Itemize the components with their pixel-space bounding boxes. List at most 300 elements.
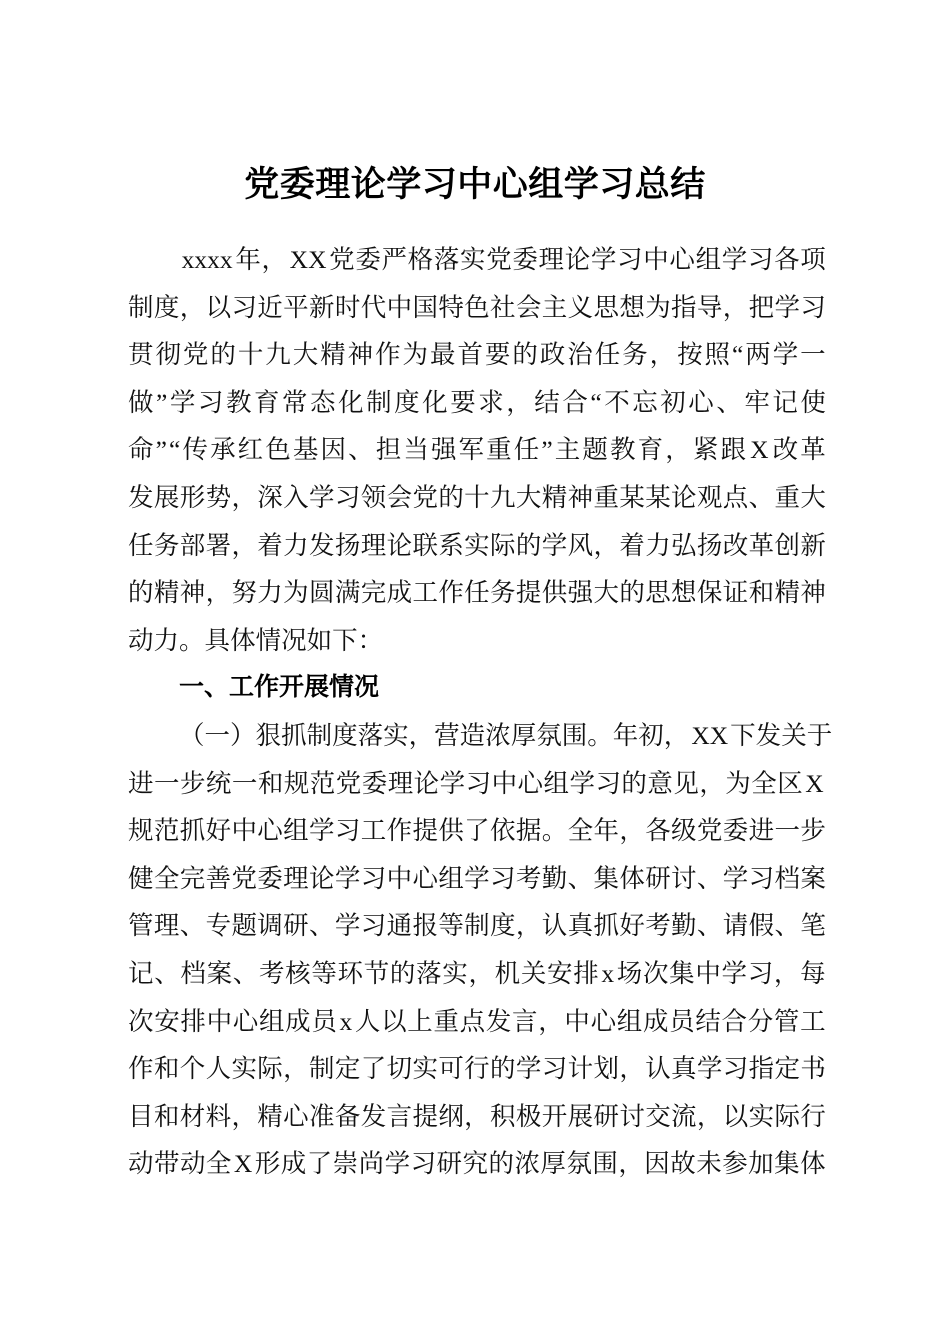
text-glyph: 务	[153, 530, 180, 560]
text-glyph: 大	[515, 482, 542, 512]
text-glyph: 制	[464, 911, 490, 941]
text-glyph: 加	[748, 1149, 774, 1179]
text-glyph: 行	[464, 1054, 490, 1084]
text-glyph: 中	[386, 863, 413, 893]
text-glyph: 学	[721, 245, 748, 274]
text-glyph: 一	[231, 768, 258, 798]
text-glyph: 义	[567, 292, 594, 322]
text-glyph: 以	[205, 292, 232, 322]
text-glyph: 实	[383, 720, 409, 750]
text-glyph: 作	[438, 578, 464, 608]
text-glyph: 一	[153, 768, 180, 798]
text-glyph: 使	[800, 387, 826, 417]
text-glyph: ，	[506, 387, 532, 417]
text-glyph: 形	[254, 1149, 281, 1179]
text-glyph: 委	[722, 816, 749, 846]
text-glyph: 改	[772, 435, 799, 465]
text-glyph: 红	[237, 435, 264, 465]
text-glyph: 领	[360, 482, 387, 512]
text-glyph: 发	[755, 720, 782, 750]
text-glyph: 提	[515, 578, 542, 608]
text-glyph: 着	[619, 530, 645, 560]
text-glyph: ，	[618, 1149, 644, 1179]
text-glyph: 人	[354, 1006, 381, 1036]
text-glyph: 据	[515, 816, 542, 846]
text-glyph: 思	[593, 292, 619, 322]
text-glyph: ，	[261, 245, 287, 274]
text-glyph: 集	[774, 1149, 800, 1179]
text-glyph: 。	[179, 625, 205, 655]
text-glyph: 着	[257, 530, 283, 560]
text-glyph: 的	[490, 1054, 516, 1084]
text-glyph: 极	[515, 1101, 542, 1131]
text-glyph: 题	[231, 911, 257, 941]
text-glyph: 强	[567, 578, 594, 608]
text-glyph: 牢	[744, 387, 770, 417]
text-glyph: 想	[619, 292, 645, 322]
text-glyph: 档	[774, 863, 800, 893]
text-glyph: 提	[412, 816, 438, 846]
text-glyph: 担	[375, 435, 402, 465]
text-glyph: 力	[283, 530, 309, 560]
text-glyph: 扬	[696, 530, 723, 560]
text-glyph: 点	[722, 482, 749, 512]
text-glyph: 委	[355, 245, 381, 274]
text-glyph: 各	[645, 816, 671, 846]
text-glyph: 指	[671, 292, 697, 322]
text-glyph: 理	[360, 530, 387, 560]
text-glyph: 等	[311, 958, 337, 988]
text-glyph: 通	[386, 911, 413, 941]
text-glyph: 了	[464, 816, 490, 846]
text-glyph: 不	[604, 387, 630, 417]
text-glyph: 精	[153, 578, 180, 608]
text-glyph: 理	[538, 245, 565, 274]
text-glyph: 学	[541, 530, 568, 560]
text-glyph: 学	[169, 387, 196, 417]
text-glyph: 满	[334, 578, 361, 608]
text-glyph: 党	[486, 245, 512, 274]
text-glyph: 学	[384, 1149, 411, 1179]
text-glyph: 大	[292, 340, 319, 370]
text-glyph: 定	[334, 1054, 361, 1084]
text-glyph: 学	[334, 863, 361, 893]
text-glyph: 目	[128, 1101, 154, 1131]
text-glyph: 的	[619, 578, 645, 608]
text-glyph: 级	[671, 816, 697, 846]
text-glyph: 流	[671, 1101, 697, 1131]
text-glyph: 展	[153, 482, 180, 512]
text-glyph: 真	[671, 1054, 697, 1084]
text-glyph: 学	[772, 340, 799, 370]
text-glyph: 形	[179, 482, 206, 512]
text-glyph: 强	[430, 435, 457, 465]
text-glyph: 厚	[510, 720, 537, 750]
text-glyph: 报	[412, 911, 438, 941]
text-glyph: 研	[593, 1101, 619, 1131]
text-glyph: ，	[468, 958, 494, 988]
text-glyph: 军	[458, 435, 485, 465]
text-glyph: ，	[283, 1054, 309, 1084]
text-glyph: 深	[257, 482, 283, 512]
text-glyph: 指	[748, 1054, 775, 1084]
text-glyph: 入	[283, 482, 309, 512]
text-glyph: 首	[457, 340, 483, 370]
text-glyph: 讨	[671, 863, 697, 893]
text-glyph: 请	[722, 911, 749, 941]
text-glyph: 党	[335, 768, 362, 798]
text-glyph: 了	[306, 1149, 333, 1179]
text-glyph: 体	[230, 625, 256, 655]
text-glyph: 具	[204, 625, 231, 655]
text-glyph: 体	[800, 1149, 826, 1179]
text-glyph: 习	[490, 863, 516, 893]
text-glyph: 论	[671, 482, 697, 512]
text-glyph: 的	[389, 958, 416, 988]
text-glyph: 成	[280, 1149, 307, 1179]
text-glyph: 精	[541, 482, 568, 512]
text-glyph: 因	[644, 1149, 670, 1179]
text-glyph: 节	[363, 958, 390, 988]
text-glyph: “	[590, 387, 602, 417]
text-glyph: 组	[543, 768, 570, 798]
text-glyph: 革	[748, 530, 775, 560]
text-glyph: 思	[645, 578, 671, 608]
paragraph-sub-1	[128, 712, 833, 1236]
text-glyph: 员	[311, 1006, 337, 1036]
text-glyph: 尚	[358, 1149, 385, 1179]
text-glyph: 落	[357, 720, 384, 750]
text-glyph: ，	[773, 958, 800, 988]
text-glyph: 实	[748, 1101, 775, 1131]
text-glyph: 论	[413, 768, 440, 798]
text-glyph: 新	[309, 292, 335, 322]
text-glyph: 的	[438, 482, 464, 512]
text-glyph: 工	[800, 1006, 826, 1036]
text-glyph: 书	[800, 1054, 826, 1084]
text-glyph: 九	[265, 340, 291, 370]
text-glyph: 项	[800, 245, 826, 274]
text-glyph: 贯	[128, 340, 154, 370]
text-glyph: 度	[394, 387, 420, 417]
text-glyph: ，	[231, 482, 257, 512]
text-glyph: 案	[800, 863, 826, 893]
text-glyph: 题	[582, 435, 608, 465]
text-line	[128, 807, 826, 855]
text-glyph: 成	[285, 1006, 311, 1036]
text-glyph: 划	[593, 1054, 619, 1084]
text-glyph: 精	[257, 1101, 283, 1131]
text-glyph: ，	[663, 720, 690, 750]
text-glyph: 新	[800, 530, 826, 560]
text-glyph: 认	[541, 911, 568, 941]
text-glyph: 记	[772, 387, 798, 417]
text-glyph: 下	[332, 625, 358, 655]
text-glyph: 主	[554, 435, 581, 465]
text-glyph: 发	[485, 1006, 512, 1036]
text-glyph: 关	[520, 958, 547, 988]
text-glyph: 行	[800, 1101, 826, 1131]
text-glyph: 党	[696, 816, 723, 846]
text-glyph: 委	[257, 863, 283, 893]
text-glyph: 的	[488, 1149, 514, 1179]
text-glyph: ，	[231, 530, 257, 560]
text-glyph: 化	[338, 387, 364, 417]
text-glyph: 重	[486, 435, 512, 465]
text-glyph: 要	[450, 387, 476, 417]
text-glyph: 纲	[438, 1101, 464, 1131]
text-glyph: 际	[257, 1054, 283, 1084]
text-glyph: 务	[490, 578, 516, 608]
text-glyph: 实	[412, 1054, 438, 1084]
text-glyph: 特	[438, 292, 464, 322]
text-glyph: 习	[465, 768, 492, 798]
text-glyph: 学	[334, 911, 361, 941]
text-glyph: ，	[515, 911, 542, 941]
text-run-latin: X	[233, 1149, 253, 1179]
text-glyph: 记	[128, 958, 154, 988]
text-glyph: 工	[412, 578, 438, 608]
text-glyph: 究	[462, 1149, 489, 1179]
text-glyph: 范	[153, 816, 180, 846]
text-glyph: 善	[205, 863, 232, 893]
text-glyph: “	[169, 435, 181, 465]
text-glyph: 次	[128, 1006, 154, 1036]
text-glyph: 组	[695, 245, 722, 274]
text-glyph: ，	[619, 1054, 645, 1084]
text-glyph: 心	[257, 816, 283, 846]
text-glyph: 习	[197, 387, 224, 417]
text-glyph: 学	[722, 863, 749, 893]
text-glyph: 制	[309, 1054, 335, 1084]
text-glyph: 风	[567, 530, 594, 560]
text-glyph: 提	[412, 1101, 438, 1131]
document-body	[128, 236, 833, 1235]
text-glyph: 务	[622, 340, 648, 370]
text-glyph: 计	[567, 1054, 594, 1084]
text-line	[128, 236, 826, 284]
text-glyph: 党	[329, 245, 355, 274]
text-glyph: 管	[128, 911, 154, 941]
text-glyph: 积	[490, 1101, 516, 1131]
text-run-latin: X	[750, 435, 769, 465]
text-line	[128, 284, 826, 332]
text-line	[128, 1045, 826, 1093]
text-glyph: 制	[128, 292, 154, 322]
text-glyph: 神	[800, 578, 826, 608]
text-glyph: 势	[205, 482, 232, 512]
text-glyph: 度	[153, 292, 180, 322]
text-line	[128, 712, 833, 760]
text-glyph: 如	[306, 625, 333, 655]
text-glyph: 常	[282, 387, 308, 417]
text-glyph: 展	[567, 1101, 594, 1131]
text-glyph: 心	[232, 1006, 259, 1036]
text-line	[128, 522, 826, 570]
text-glyph: 讨	[619, 1101, 645, 1131]
text-glyph: 中	[695, 958, 721, 988]
text-glyph: 创	[774, 530, 800, 560]
text-glyph: 笔	[800, 911, 826, 941]
text-glyph: 保	[696, 578, 723, 608]
text-glyph: 好	[205, 816, 232, 846]
text-line	[128, 902, 826, 950]
text-glyph: 和	[153, 1101, 180, 1131]
text-glyph: 定	[774, 1054, 800, 1084]
text-glyph: 九	[490, 482, 516, 512]
text-glyph: 力	[257, 578, 283, 608]
text-glyph: 平	[283, 292, 309, 322]
text-glyph: 的	[128, 578, 154, 608]
text-glyph: 切	[386, 1054, 413, 1084]
text-glyph: 心	[590, 1006, 617, 1036]
text-glyph: 论	[309, 863, 335, 893]
text-glyph: 心	[412, 863, 438, 893]
text-glyph: 带	[153, 1149, 180, 1179]
text-glyph: 当	[403, 435, 429, 465]
text-glyph: 核	[285, 958, 311, 988]
text-glyph: ，	[231, 1101, 257, 1131]
text-glyph: 造	[459, 720, 486, 750]
text-glyph: 教	[610, 435, 636, 465]
text-glyph: 勤	[541, 863, 568, 893]
text-glyph: 营	[434, 720, 460, 750]
text-glyph: 浓	[514, 1149, 540, 1179]
text-glyph: 要	[484, 340, 511, 370]
page-title: 党委理论学习中心组学习总结	[244, 165, 706, 205]
text-glyph: 动	[128, 625, 154, 655]
text-glyph: 情	[255, 625, 282, 655]
text-glyph: 。	[541, 816, 568, 846]
text-glyph: 工	[360, 816, 387, 846]
text-glyph: 真	[567, 911, 594, 941]
text-line	[128, 617, 826, 665]
text-glyph: 于	[806, 720, 833, 750]
text-glyph: 照	[704, 340, 731, 370]
text-glyph: 合	[562, 387, 588, 417]
text-glyph: 组	[616, 1006, 643, 1036]
text-glyph: 教	[225, 387, 252, 417]
text-glyph: 治	[567, 340, 593, 370]
text-glyph: 理	[387, 768, 414, 798]
text-glyph: 命	[128, 435, 154, 465]
text-glyph: 习	[410, 1149, 437, 1179]
text-glyph: 。	[587, 720, 613, 750]
text-glyph: 材	[179, 1101, 206, 1131]
text-glyph: 实	[464, 530, 490, 560]
text-glyph: 习	[595, 768, 621, 798]
text-glyph: 员	[669, 1006, 695, 1036]
text-glyph: 、	[696, 911, 723, 941]
text-line	[128, 474, 826, 522]
text-glyph: 实	[231, 1054, 257, 1084]
text-glyph: 排	[180, 1006, 206, 1036]
text-glyph: 革	[800, 435, 826, 465]
text-glyph: 依	[490, 816, 516, 846]
text-glyph: 初	[638, 720, 664, 750]
text-glyph: 和	[257, 768, 284, 798]
text-glyph: ，	[696, 1101, 723, 1131]
text-glyph: 步	[179, 768, 206, 798]
text-glyph: 习	[334, 482, 361, 512]
text-glyph: 论	[386, 530, 413, 560]
text-glyph: ，	[722, 292, 749, 322]
text-line	[128, 1093, 826, 1141]
text-glyph: 抓	[281, 720, 307, 750]
text-glyph: 把	[748, 292, 775, 322]
text-glyph: 系	[438, 530, 464, 560]
text-glyph: 开	[541, 1101, 568, 1131]
text-glyph: 点	[459, 1006, 486, 1036]
text-glyph: 为	[645, 292, 671, 322]
text-glyph: 准	[309, 1101, 335, 1131]
text-glyph: 集	[669, 958, 695, 988]
text-glyph: 年	[612, 720, 639, 750]
text-glyph: 、	[748, 482, 775, 512]
text-glyph: 彻	[155, 340, 181, 370]
text-glyph: 精	[774, 578, 800, 608]
text-glyph: 社	[490, 292, 516, 322]
text-glyph: 一	[774, 816, 800, 846]
text-glyph: ，	[408, 720, 435, 750]
text-glyph: 神	[347, 340, 374, 370]
text-glyph: 中	[386, 292, 413, 322]
text-glyph: ，	[649, 340, 676, 370]
text-glyph: 部	[179, 530, 206, 560]
text-glyph: 浓	[485, 720, 511, 750]
text-glyph: 际	[490, 530, 516, 560]
text-glyph: 化	[422, 387, 448, 417]
text-glyph: 环	[337, 958, 364, 988]
text-glyph: 制	[306, 720, 333, 750]
text-glyph: 理	[283, 863, 309, 893]
text-glyph: 习	[747, 958, 774, 988]
text-line	[128, 569, 826, 617]
text-glyph: 严	[381, 245, 408, 274]
text-glyph: 紧	[692, 435, 719, 465]
text-glyph: 任	[594, 340, 621, 370]
text-glyph: 度	[490, 911, 516, 941]
text-glyph: 委	[512, 245, 538, 274]
text-glyph: 主	[541, 292, 568, 322]
text-glyph: ，	[665, 435, 691, 465]
text-glyph: 了	[360, 1054, 387, 1084]
text-line	[128, 855, 826, 903]
text-glyph: 进	[128, 768, 154, 798]
text-glyph: 统	[205, 768, 232, 798]
text-glyph: 可	[438, 1054, 464, 1084]
text-glyph: ，	[699, 768, 725, 798]
text-glyph: 一	[800, 340, 826, 370]
text-glyph: 力	[153, 625, 180, 655]
text-glyph: 心	[669, 245, 695, 274]
text-glyph: 考	[645, 911, 671, 941]
text-glyph: “	[731, 340, 744, 370]
text-glyph: 集	[593, 863, 619, 893]
text-glyph: 、	[179, 911, 206, 941]
text-glyph: 承	[210, 435, 236, 465]
text-glyph: 学	[590, 245, 617, 274]
text-glyph: 想	[671, 578, 697, 608]
text-glyph: 关	[781, 720, 807, 750]
text-glyph: 范	[309, 768, 336, 798]
text-glyph: ”	[156, 387, 168, 417]
text-glyph: 中	[643, 245, 669, 274]
text-glyph: 际	[774, 1101, 800, 1131]
text-glyph: 、	[696, 863, 723, 893]
text-glyph: 为	[725, 768, 751, 798]
text-glyph: 大	[593, 578, 619, 608]
